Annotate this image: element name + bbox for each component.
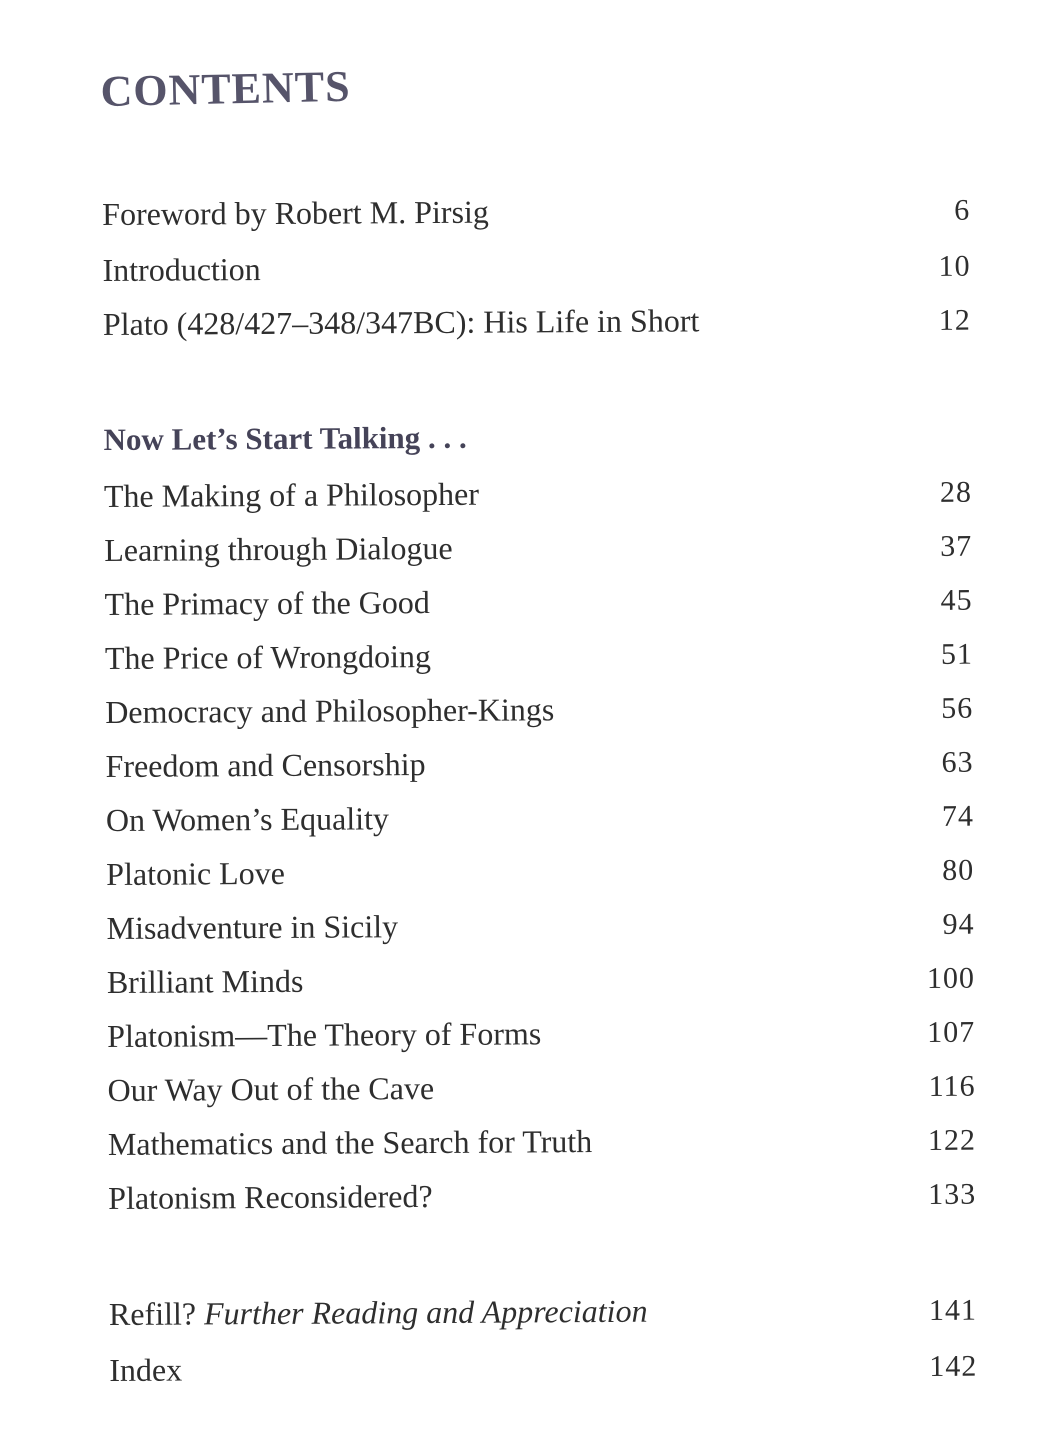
- toc-entry-page: 12: [938, 303, 971, 337]
- toc-entry-label: Introduction: [102, 251, 261, 288]
- toc-entry-page: 28: [939, 475, 973, 509]
- table-of-contents: [102, 175, 978, 1388]
- toc-entry-label: [109, 1291, 648, 1334]
- toc-entry-label: Learning through Dialogue: [104, 529, 453, 568]
- toc-entry[interactable]: [105, 687, 973, 732]
- toc-entry-page: 142: [929, 1349, 978, 1383]
- toc-entry-label: The Making of a Philosopher: [103, 475, 480, 514]
- toc-entry-page: 10: [938, 249, 971, 283]
- toc-entry-label: The Primacy of the Good: [104, 584, 430, 622]
- section-heading: Now Let’s Start Talking . . .: [103, 419, 467, 457]
- toc-entry[interactable]: [106, 795, 974, 840]
- toc-entry-page: 6: [954, 193, 971, 227]
- toc-entry-page: 100: [926, 961, 975, 995]
- toc-entry[interactable]: [105, 633, 973, 678]
- toc-entry[interactable]: [104, 471, 972, 516]
- toc-entry-label: Brilliant Minds: [106, 962, 304, 1000]
- toc-entry-label: Platonism Reconsidered?: [108, 1177, 433, 1216]
- toc-entry-foreword[interactable]: [102, 189, 970, 234]
- toc-entry-page: 141: [928, 1293, 978, 1327]
- toc-entry[interactable]: [107, 1065, 975, 1110]
- toc-entry-label: Platonism—The Theory of Forms: [107, 1015, 542, 1054]
- toc-entry-page: 80: [942, 853, 975, 887]
- toc-entry-page: 94: [942, 907, 975, 941]
- toc-entry-label: Our Way Out of the Cave: [107, 1069, 435, 1108]
- toc-entry-further-reading[interactable]: [109, 1289, 977, 1334]
- page-title: CONTENTS: [100, 61, 352, 116]
- toc-entry-label-prefix: Refill?: [108, 1295, 205, 1332]
- toc-entry-label: Democracy and Philosopher-Kings: [105, 691, 555, 730]
- toc-entry-index[interactable]: [109, 1345, 977, 1390]
- toc-entry-label: Freedom and Censorship: [105, 746, 426, 784]
- toc-entry-label-italic: Further Reading and Appreciation: [203, 1292, 648, 1332]
- toc-entry[interactable]: [104, 525, 972, 570]
- toc-entry-label: Misadventure in Sicily: [106, 908, 399, 946]
- toc-entry[interactable]: [105, 741, 973, 786]
- toc-entry-label: On Women’s Equality: [105, 800, 390, 838]
- toc-entry-page: 116: [928, 1069, 976, 1103]
- toc-entry[interactable]: [108, 1119, 976, 1164]
- toc-entry-page: 63: [941, 745, 974, 779]
- toc-entry-page: 45: [940, 583, 973, 617]
- toc-entry-label: Foreword by Robert M. Pirsig: [102, 193, 489, 232]
- toc-entry[interactable]: [107, 1011, 975, 1056]
- toc-entry-plato-life[interactable]: [103, 299, 971, 344]
- toc-entry-page: 51: [940, 637, 974, 671]
- toc-entry-label: Platonic Love: [106, 854, 285, 892]
- toc-entry[interactable]: [108, 1173, 976, 1218]
- toc-entry[interactable]: [107, 957, 975, 1002]
- toc-entry-label: The Price of Wrongdoing: [104, 637, 432, 676]
- toc-entry[interactable]: [104, 579, 972, 624]
- toc-entry-page: 133: [928, 1177, 977, 1211]
- toc-entry[interactable]: [106, 903, 974, 948]
- toc-entry-page: 107: [927, 1015, 976, 1049]
- toc-entry-label: Plato (428/427–348/347BC): His Life in Short: [102, 302, 700, 342]
- toc-entry-page: 74: [941, 799, 975, 833]
- toc-entry-page: 37: [940, 529, 973, 563]
- toc-entry-page: 56: [941, 691, 974, 725]
- toc-entry-label: Mathematics and the Search for Truth: [107, 1123, 593, 1162]
- toc-entry-introduction[interactable]: [102, 245, 970, 290]
- toc-entry-label: Index: [109, 1351, 183, 1388]
- toc-entry[interactable]: [106, 849, 974, 894]
- toc-entry-page: 122: [927, 1123, 976, 1157]
